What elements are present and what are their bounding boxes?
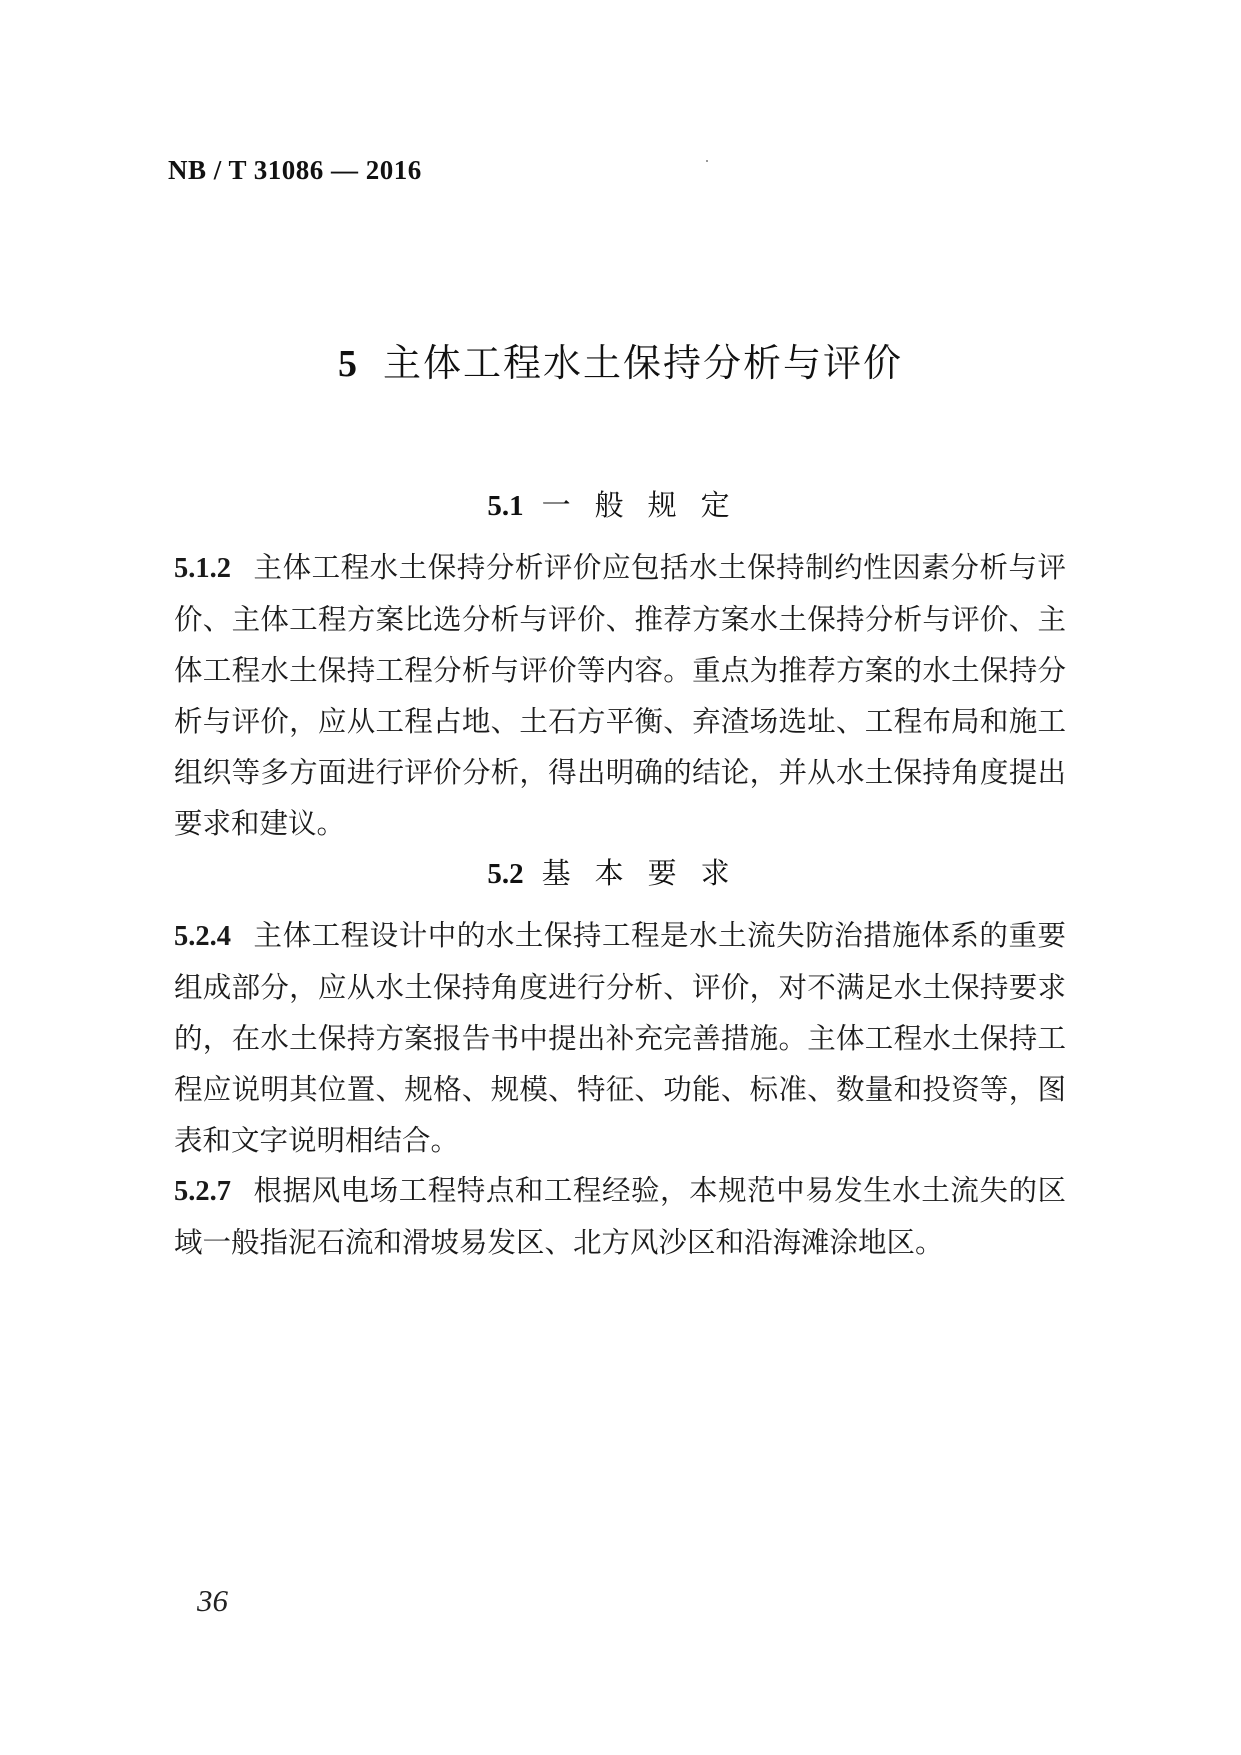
clause-5-2-4 (174, 910, 1066, 1166)
section-title-5-1 (0, 483, 1241, 524)
clause-number: 5.2.7 (174, 1176, 231, 1207)
clause-number: 5.1.2 (174, 553, 231, 584)
chapter-number: 5 (337, 343, 359, 385)
clause-text: 主体工程水土保持分析评价应包括水土保持制约性因素分析与评价、主体工程方案比选分析与评价、推荐方案水土保持分析与评价、主体工程水土保持工程分析与评价等内容。重点为推荐方案的水土保持分析与评价，应从工程占地、土石方平衡、弃渣场选址、工程布局和施工组织等多方面进行评价分析，得出明确的结论，并从水土保持角度提出要求和建议。 (174, 551, 1066, 840)
section-number: 5.1 (487, 490, 524, 522)
clause-5-1-2 (174, 542, 1066, 849)
section-title-5-2 (0, 851, 1241, 892)
scan-speck (706, 160, 708, 162)
page-number: 36 (197, 1583, 228, 1618)
chapter-title (0, 332, 1241, 387)
section-title-text: 一般规定 (541, 488, 754, 522)
clause-text: 根据风电场工程特点和工程经验，本规范中易发生水土流失的区域一般指泥石流和滑坡易发区、北方风沙区和沿海滩涂地区。 (174, 1174, 1066, 1259)
clause-number: 5.2.4 (174, 921, 231, 952)
clause-5-2-7 (174, 1165, 1066, 1268)
chapter-title-text: 主体工程水土保持分析与评价 (382, 341, 903, 385)
clause-text: 主体工程设计中的水土保持工程是水土流失防治措施体系的重要组成部分，应从水土保持角度进行分析、评价，对不满足水土保持要求的，在水土保持方案报告书中提出补充完善措施。主体工程水土保持工程应说明其位置、规格、规模、特征、功能、标准、数量和投资等，图表和文字说明相结合。 (174, 919, 1066, 1157)
section-title-text: 基本要求 (541, 856, 754, 890)
section-number: 5.2 (487, 858, 524, 890)
standard-code: NB / T 31086 — 2016 (168, 155, 422, 185)
